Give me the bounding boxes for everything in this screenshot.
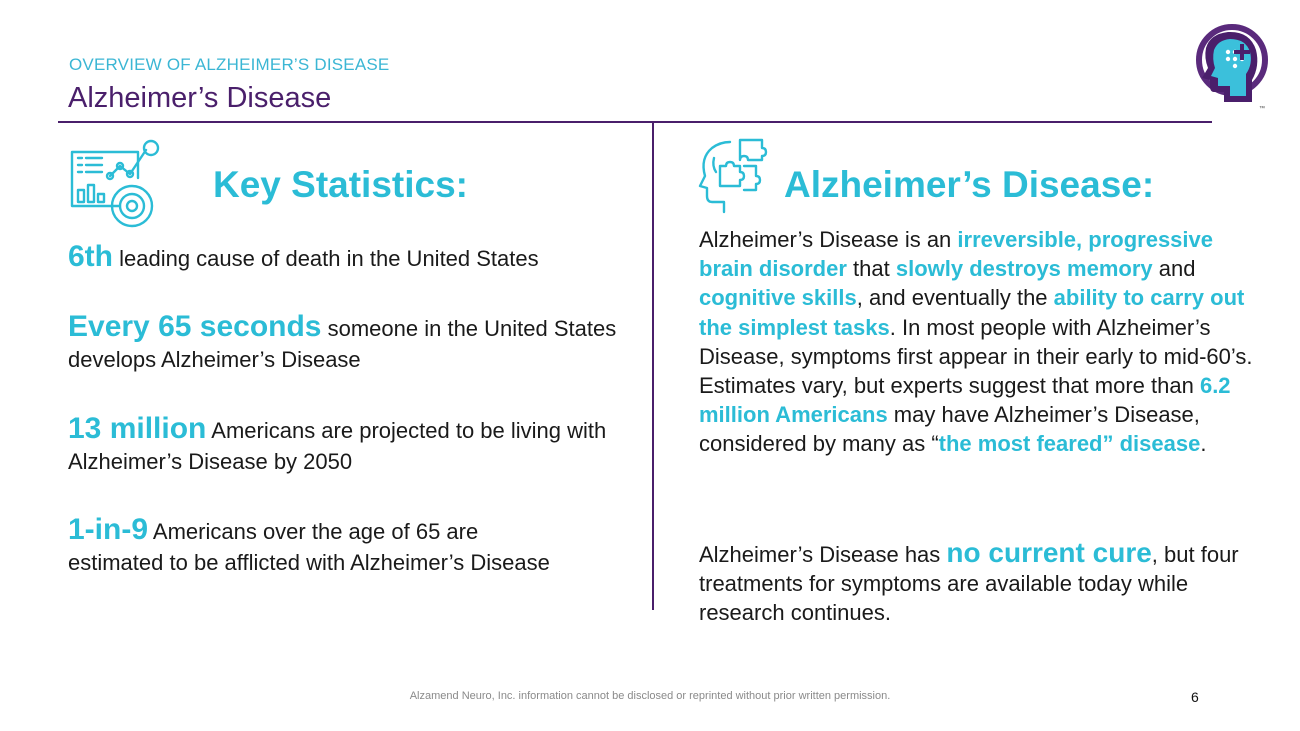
head-puzzle-icon xyxy=(690,136,772,216)
stat-item xyxy=(68,311,628,375)
emphasis-text: 6.2 million Americans xyxy=(699,373,1231,428)
key-statistics-heading: Key Statistics: xyxy=(213,164,468,205)
paragraph-text: . xyxy=(1200,431,1207,457)
page-title: Alzheimer’s Disease xyxy=(68,82,332,114)
emphasis-text: cognitive skills xyxy=(699,285,857,311)
stat-text: Americans over the age of 65 are estimated to be afflicted with Alzheimer’s Disease xyxy=(68,519,550,575)
stat-text: Americans are projected to be living with Alzheimer’s Disease by 2050 xyxy=(68,418,607,474)
paragraph-text: that xyxy=(846,256,896,282)
emphasis-text: irreversible, progressive brain disorder xyxy=(699,227,1213,282)
head-brain-logo-icon xyxy=(1184,22,1274,116)
paragraph-text: may have Alzheimer’s Disease, considered by many as “ xyxy=(699,402,1200,457)
paragraph-text: Alzheimer’s Disease has xyxy=(699,542,947,567)
disease-description-paragraph xyxy=(699,225,1255,459)
paragraph-text: and xyxy=(1152,256,1196,282)
stat-highlight: 1-in-9 xyxy=(68,513,149,546)
emphasis-text: ability to carry out the simplest tasks xyxy=(699,285,1245,340)
stat-text: someone in the United States develops Alzheimer’s Disease xyxy=(68,316,617,372)
page-number: 6 xyxy=(1191,689,1199,705)
paragraph-text: . In most people with Alzheimer’s Disease, symptoms first appear in their early to mid-60’s. Estimates vary, but experts suggest that more than xyxy=(699,314,1253,399)
stat-highlight: 13 million xyxy=(68,412,207,445)
stat-highlight: 6th xyxy=(68,240,113,273)
section-kicker: OVERVIEW OF ALZHEIMER’S DISEASE xyxy=(69,55,390,74)
emphasis-text: the most feared” disease xyxy=(938,431,1201,457)
stat-text: leading cause of death in the United States xyxy=(113,246,539,271)
analytics-chart-icon xyxy=(68,138,164,232)
alzheimers-heading: Alzheimer’s Disease: xyxy=(784,164,1155,205)
stat-item xyxy=(68,413,628,477)
header-divider xyxy=(58,121,1212,123)
trademark-mark: ™ xyxy=(1259,106,1265,112)
stat-item xyxy=(68,241,628,274)
stat-item xyxy=(68,514,568,578)
paragraph-text: , but four treatments for symptoms are available today while research continues. xyxy=(699,542,1239,626)
no-cure-paragraph xyxy=(699,538,1239,628)
emphasis-text: slowly destroys memory xyxy=(895,256,1153,282)
column-divider xyxy=(652,123,654,610)
emphasis-text: no current cure xyxy=(946,537,1152,568)
stat-highlight: Every 65 seconds xyxy=(68,310,322,343)
paragraph-text: Alzheimer’s Disease is an xyxy=(699,227,958,252)
confidentiality-notice: Alzamend Neuro, Inc. information cannot be disclosed or reprinted without prior written permission. xyxy=(409,690,891,702)
paragraph-text: , and eventually the xyxy=(856,285,1054,311)
